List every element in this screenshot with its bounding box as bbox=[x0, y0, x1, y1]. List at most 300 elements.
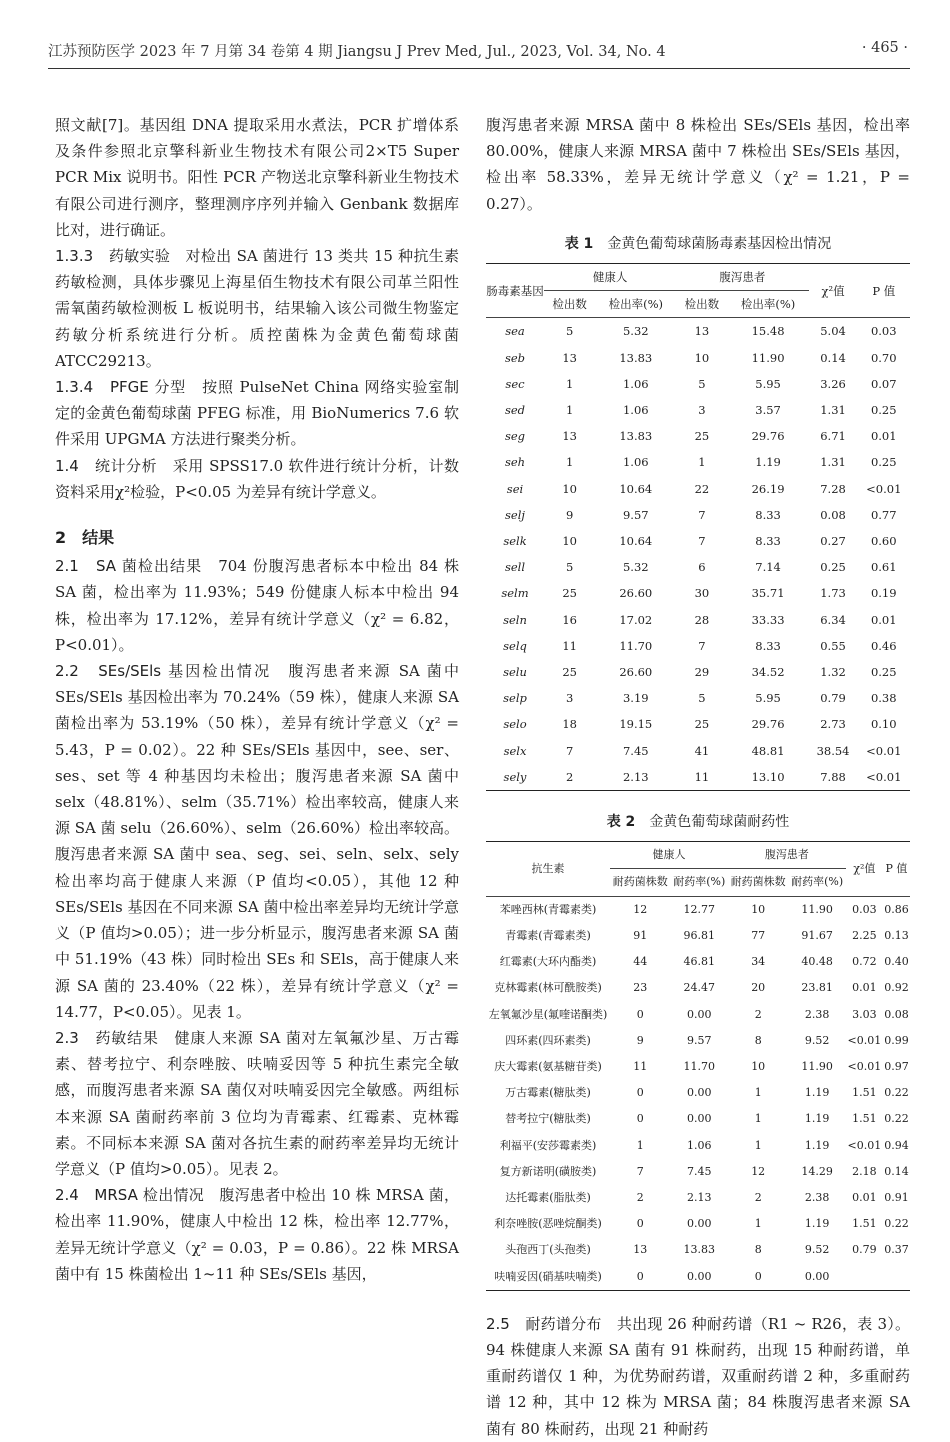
table1-row-label: sei bbox=[506, 481, 524, 496]
table1-row-cell: 48.81 bbox=[751, 743, 785, 758]
section-heading: 2.1 SA 菌检出结果 bbox=[55, 557, 203, 576]
table1-row-label: selp bbox=[503, 691, 527, 706]
t2-col-p: P 值 bbox=[883, 842, 910, 896]
table2-row-cell: 11 bbox=[633, 1059, 648, 1073]
table2-row-cell: 3.03 bbox=[852, 1007, 877, 1021]
table1-row-cell: 5.95 bbox=[755, 376, 781, 391]
table2-row-cell: 1.51 bbox=[852, 1086, 877, 1100]
table2-row-cell: 9.52 bbox=[804, 1243, 830, 1257]
table1-row-cell: 1.06 bbox=[622, 376, 649, 391]
table2-row-cell: 9.52 bbox=[804, 1033, 830, 1047]
table1-row-cell: 2.13 bbox=[595, 764, 676, 791]
table1-row-cell: <0.01 bbox=[866, 743, 902, 758]
table1-row bbox=[486, 345, 910, 371]
t1-col-rate: 检出率(%) bbox=[595, 291, 676, 318]
table2-title: 金黄色葡萄球菌耐药性 bbox=[649, 814, 790, 831]
table2-body bbox=[486, 896, 910, 1290]
table2-row-label: 青霉素(青霉素类) bbox=[505, 928, 591, 942]
table1-row bbox=[486, 607, 910, 633]
section-body: 采用 SPSS17.0 软件进行统计分析，计数资料采用χ²检验，P<0.05 为差异有统计学意义。 bbox=[55, 456, 459, 501]
t2-col-rate: 耐药率(%) bbox=[788, 869, 845, 896]
table1-row-cell: 9 bbox=[566, 507, 574, 522]
table1-row-cell: 5.95 bbox=[755, 691, 781, 706]
table1-row-cell: 13.83 bbox=[619, 350, 653, 365]
table2-row-label: 替考拉宁(糖肽类) bbox=[505, 1112, 591, 1126]
table2-row-cell: 10 bbox=[751, 1059, 766, 1073]
table2-row-cell: 1 bbox=[636, 1138, 644, 1152]
t2-col-count: 耐药菌株数 bbox=[728, 869, 789, 896]
table1-row-cell: 26.19 bbox=[751, 481, 785, 496]
table2-row-cell: 0 bbox=[636, 1217, 644, 1231]
table1-row-cell: 1 bbox=[566, 376, 574, 391]
page-number: · 465 · bbox=[861, 40, 908, 56]
table2-row bbox=[486, 949, 910, 975]
table2-row-cell: 23 bbox=[633, 981, 648, 995]
table1-row-cell: 1 bbox=[698, 455, 706, 470]
table2-row-cell: <0.01 bbox=[847, 1138, 882, 1152]
table2-row-cell: 2 bbox=[754, 1190, 762, 1204]
table2-row-cell: 0.00 bbox=[686, 1217, 712, 1231]
section-1-3-4 bbox=[55, 374, 459, 453]
table1-row bbox=[486, 449, 910, 475]
table2-row-cell: 0.00 bbox=[686, 1086, 712, 1100]
section-body: 腹泻患者中检出 10 株 MRSA 菌，检出率 11.90%，健康人中检出 12 株，检出率 12.77%，差异无统计学意义（χ² = 0.03，P = 0.86）。22 株 MRSA 菌中有 15 株菌检出 1~11 种 SEs/SEls 基因， bbox=[55, 1186, 459, 1283]
table2-row-cell: 0.00 bbox=[686, 1007, 712, 1021]
section-2-2 bbox=[55, 658, 459, 1025]
table1-row-cell: 7 bbox=[698, 638, 706, 653]
table2-row-cell: 9 bbox=[636, 1033, 644, 1047]
table2-row-cell: 1.19 bbox=[804, 1217, 830, 1231]
table2-row-cell: 1.19 bbox=[804, 1086, 830, 1100]
table1-row-cell: 25 bbox=[694, 429, 710, 444]
section-heading: 1.3.4 PFGE 分型 bbox=[55, 378, 187, 397]
table1-row-cell: 1 bbox=[566, 403, 574, 418]
table1-row-cell: 1.31 bbox=[820, 455, 846, 470]
table2-row-label: 克林霉素(林可酰胺类) bbox=[494, 981, 602, 995]
table1-row-cell: 7 bbox=[698, 534, 706, 549]
table2-row-cell: 9.57 bbox=[686, 1033, 712, 1047]
table1-row-cell: 0.01 bbox=[870, 612, 897, 627]
header-rule bbox=[48, 68, 910, 69]
table2-row-label: 呋喃妥因(硝基呋喃类) bbox=[486, 1264, 610, 1291]
table2-row bbox=[486, 1133, 910, 1159]
table1-row-cell: 0.60 bbox=[870, 534, 897, 549]
table1-row-cell: 26.60 bbox=[619, 665, 653, 680]
section-body: 对检出 SA 菌进行 13 类共 15 种抗生素药敏检测，具体步骤见上海星佰生物技术有限公司革兰阳性需氧菌药敏检测板 L 板说明书，结果输入该公司微生物鉴定药敏分析系统进行分析。质控菌株为金黄色葡萄球菌 ATCC29213。 bbox=[55, 247, 459, 370]
table1-row-cell: 0.25 bbox=[870, 455, 897, 470]
table1-row bbox=[486, 476, 910, 502]
section-body: 704 份腹泻患者标本中检出 84 株 SA 菌，检出率为 11.93%；549 份健康人标本中检出 94 株，检出率为 17.12%，差异有统计学意义（χ² = 6.82，P<0.01）。 bbox=[55, 557, 459, 654]
table2-row-cell: 7.45 bbox=[686, 1164, 712, 1178]
t2-col-count: 耐药菌株数 bbox=[610, 869, 671, 896]
table1-row-cell: 11 bbox=[562, 638, 577, 653]
table1-row-cell: 10 bbox=[562, 534, 577, 549]
section-body: 腹泻患者来源 SA 菌中 SEs/SEls 基因检出率为 70.24%（59 株），健康人来源 SA 菌检出率为 53.19%（50 株），差异有统计学意义（χ² = 5.43，P = 0.02）。22 种 SEs/SEls 基因中，see、ser、ses、set 等 4 种基因均未检出；腹泻患者来源 SA 菌中 selx（48.81%）、selm（35.71%）检出率较高，健康人来源 SA 菌 selu（26.60%）、selm（26.60%）检出率较高。腹泻患者来源 SA 菌中 sea、seg、sei、seln、selx、sely 检出率均高于健康人来源（P 值均<0.05），其他 12 种 SEs/SEls 基因在不同来源 SA 菌中检出率差异均无统计学意义（P 值均>0.05）；进一步分析显示，腹泻患者来源 SA 菌中 51.19%（43 株）同时检出 SEs 和 SEls，高于健康人来源 SA 菌的 23.40%（22 株），差异有统计学意义（χ² = 14.77，P<0.05）。见表 1。 bbox=[55, 662, 459, 1021]
table2-row-cell: 0.91 bbox=[884, 1190, 909, 1204]
table2-row-cell: 0.79 bbox=[852, 1243, 877, 1257]
table1-row-cell: 2.73 bbox=[820, 717, 846, 732]
table1-row-cell: 7.14 bbox=[755, 560, 781, 575]
table1-row-cell: 15.48 bbox=[751, 324, 785, 339]
table2-row-label: 庆大霉素(氨基糖苷类) bbox=[494, 1059, 602, 1073]
table1-row-cell: 0.25 bbox=[870, 665, 897, 680]
section-2-1 bbox=[55, 553, 459, 658]
table1-row-cell: 3.19 bbox=[622, 691, 649, 706]
table1-row-cell: 30 bbox=[694, 586, 710, 601]
table1-row-label: selq bbox=[503, 638, 527, 653]
table1-row-cell: 8.33 bbox=[755, 534, 781, 549]
table2-row-cell: 0.86 bbox=[884, 902, 909, 916]
table2-row-cell: 7 bbox=[636, 1164, 644, 1178]
table1-row bbox=[486, 371, 910, 397]
table2-row bbox=[486, 1159, 910, 1185]
table1-title: 金黄色葡萄球菌肠毒素基因检出情况 bbox=[607, 235, 832, 252]
table1-row-cell: 10.64 bbox=[619, 481, 653, 496]
table1-row-cell: 41 bbox=[694, 743, 710, 758]
table2-row-cell: 46.81 bbox=[683, 955, 715, 969]
table1-row-cell: 13 bbox=[562, 429, 577, 444]
right-column bbox=[486, 112, 910, 1442]
table1-row-cell: 22 bbox=[694, 481, 710, 496]
table2-row-cell: 8 bbox=[754, 1033, 762, 1047]
table1-row bbox=[486, 554, 910, 580]
table1-row-cell: 6.34 bbox=[820, 612, 846, 627]
table1-row-cell: 3 bbox=[698, 403, 706, 418]
table1-row bbox=[486, 318, 910, 345]
table2-row-cell: 0.92 bbox=[884, 981, 909, 995]
table1-row-cell: 1.73 bbox=[820, 586, 846, 601]
table2-row-cell: 0.13 bbox=[884, 928, 909, 942]
table1-row-cell: 10 bbox=[562, 481, 577, 496]
table1-row-cell: 25 bbox=[562, 665, 577, 680]
table1-row-cell: 0.25 bbox=[820, 560, 846, 575]
t1-col-gene: 肠毒素基因 bbox=[486, 264, 544, 318]
table1-row-cell: 34.52 bbox=[751, 665, 785, 680]
table1-row-label: sed bbox=[504, 403, 526, 418]
table2-row-cell bbox=[846, 1264, 883, 1291]
table2-label: 表 2 bbox=[606, 814, 636, 831]
table1-row-label: seg bbox=[504, 429, 526, 444]
table2-row-cell: 2 bbox=[636, 1190, 644, 1204]
table2-row-label: 苯唑西林(青霉素类) bbox=[499, 902, 597, 916]
table2-row-cell: 91.67 bbox=[801, 928, 833, 942]
table2-row-cell: 0 bbox=[610, 1264, 671, 1291]
table2-row-cell: 2.38 bbox=[804, 1190, 830, 1204]
table2-row bbox=[486, 1264, 910, 1291]
table2-row-cell: 1.51 bbox=[852, 1217, 877, 1231]
table1-row-cell: 11 bbox=[676, 764, 727, 791]
table2-row-cell: 2 bbox=[754, 1007, 762, 1021]
t1-col-p: P 值 bbox=[858, 264, 910, 318]
table1-row-cell: 0.77 bbox=[870, 507, 897, 522]
section-heading: 2.4 MRSA 检出情况 bbox=[55, 1186, 205, 1205]
t1-col-count: 检出数 bbox=[544, 291, 595, 318]
table1-row-cell: 1.32 bbox=[820, 665, 846, 680]
table2-row-cell: 1 bbox=[754, 1086, 762, 1100]
table1-row-label: selm bbox=[501, 586, 529, 601]
table2-row-cell: 0 bbox=[636, 1112, 644, 1126]
table1-row-cell: 0.07 bbox=[870, 376, 897, 391]
t2-group-patient: 腹泻患者 bbox=[728, 842, 846, 869]
table1-row-cell: 5 bbox=[698, 376, 706, 391]
table2-row bbox=[486, 1028, 910, 1054]
table2-row-label: 利福平(安莎霉素类) bbox=[499, 1138, 597, 1152]
table1-row-label: seln bbox=[503, 612, 527, 627]
table1-row bbox=[486, 659, 910, 685]
table1-row-label: seb bbox=[504, 350, 526, 365]
table2-row bbox=[486, 1002, 910, 1028]
table2-row-cell: 12 bbox=[751, 1164, 766, 1178]
table1-row-cell: 25 bbox=[562, 586, 577, 601]
table1-row-cell: 29 bbox=[694, 665, 710, 680]
table1-row-cell: 7.45 bbox=[622, 743, 649, 758]
table1-row-cell: 7 bbox=[698, 507, 706, 522]
table1-row-cell: 1.19 bbox=[755, 455, 781, 470]
table2-row-cell: 96.81 bbox=[683, 928, 715, 942]
table2-row-cell: 2.13 bbox=[686, 1190, 712, 1204]
table2-row-cell: 0.72 bbox=[852, 955, 877, 969]
table1-row-cell: 11.90 bbox=[751, 350, 785, 365]
table1-row-cell: 5 bbox=[698, 691, 706, 706]
table1-row-cell: 8.33 bbox=[755, 507, 781, 522]
table1-row-cell: 3.57 bbox=[755, 403, 781, 418]
table1-row-label: selj bbox=[505, 507, 525, 522]
table1-row bbox=[486, 397, 910, 423]
table2-row-cell: 0.14 bbox=[884, 1164, 909, 1178]
table1-row-label: selx bbox=[503, 743, 527, 758]
section-1-4 bbox=[55, 453, 459, 505]
table1-row-cell: 29.76 bbox=[751, 717, 785, 732]
table1-row-label: sely bbox=[486, 764, 544, 791]
table2-row-label: 红霉素(大环内酯类) bbox=[499, 955, 597, 969]
section-2-title: 2 结果 bbox=[55, 528, 115, 548]
table1-label: 表 1 bbox=[564, 235, 594, 252]
table1-row-label: sea bbox=[505, 324, 525, 339]
table2-row bbox=[486, 1106, 910, 1132]
table2-row bbox=[486, 975, 910, 1001]
table1-row-cell: 1.06 bbox=[622, 403, 649, 418]
table1-row-cell: 5 bbox=[566, 560, 574, 575]
section-body: 按照 PulseNet China 网络实验室制定的金黄色葡萄球菌 PFEG 标准，用 BioNumerics 7.6 软件采用 UPGMA 方法进行聚类分析。 bbox=[55, 378, 460, 449]
table1-row-cell: 13.83 bbox=[619, 429, 653, 444]
table1-caption bbox=[486, 231, 910, 257]
table2-row-cell: 2.18 bbox=[852, 1164, 877, 1178]
table2-row bbox=[486, 1211, 910, 1237]
section-body: 共出现 26 种耐药谱（R1 ~ R26，表 3）。94 株健康人来源 SA 菌有 91 株耐药，出现 15 种耐药谱，单重耐药谱仅 1 种，为优势耐药谱，双重耐药谱 2 种，多重耐药谱 12 种，其中 12 株为 MRSA 菌；84 株腹泻患者来源 SA 菌有 80 株耐药，出现 21 种耐药 bbox=[486, 1314, 910, 1438]
table2-row-cell: 0.00 bbox=[788, 1264, 845, 1291]
table2-row bbox=[486, 1237, 910, 1263]
table1-row-cell: 7.88 bbox=[809, 764, 858, 791]
table2-row-cell: 0.97 bbox=[884, 1059, 909, 1073]
section-2-5 bbox=[486, 1311, 910, 1442]
table2-row-label: 达托霉素(脂肽类) bbox=[505, 1190, 591, 1204]
table1-row-cell: 10 bbox=[694, 350, 710, 365]
table1-row bbox=[486, 423, 910, 449]
section-2-4 bbox=[55, 1182, 459, 1287]
table1-row-cell: 0.03 bbox=[870, 324, 897, 339]
table1-row-cell: 13 bbox=[694, 324, 710, 339]
table1-row-label: selo bbox=[503, 717, 527, 732]
table1-row-cell: 25 bbox=[694, 717, 710, 732]
table1-row-cell: 7 bbox=[566, 743, 574, 758]
table1-row-label: sell bbox=[504, 560, 526, 575]
table1-row bbox=[486, 633, 910, 659]
table2-row-cell: 0.08 bbox=[884, 1007, 909, 1021]
table2-row-label: 复方新诺明(磺胺类) bbox=[499, 1164, 597, 1178]
table2-row-cell: 2.25 bbox=[852, 928, 877, 942]
table2-row-cell: 11.90 bbox=[801, 1059, 833, 1073]
table2-row bbox=[486, 1054, 910, 1080]
table2-row-cell: 12 bbox=[633, 902, 648, 916]
table2-row-cell: 11.70 bbox=[683, 1059, 715, 1073]
table1 bbox=[486, 263, 910, 791]
table1-row-label: sec bbox=[505, 376, 525, 391]
table1-row-cell: <0.01 bbox=[858, 764, 910, 791]
table2-row-cell: 40.48 bbox=[801, 955, 833, 969]
table1-row-cell: 38.54 bbox=[816, 743, 850, 758]
table1-row-cell: 10.64 bbox=[619, 534, 653, 549]
table1-row-cell: 8.33 bbox=[755, 638, 781, 653]
table1-row-cell: 2 bbox=[544, 764, 595, 791]
table1-row-cell: 1.31 bbox=[820, 403, 846, 418]
table2-row-label: 万古霉素(糖肽类) bbox=[505, 1086, 591, 1100]
table2-row-cell: 0.03 bbox=[852, 902, 877, 916]
table1-row bbox=[486, 711, 910, 737]
journal-citation: 江苏预防医学 2023 年 7 月第 34 卷第 4 期 Jiangsu J Prev Med, Jul., 2023, Vol. 34, No. 4 bbox=[48, 44, 666, 60]
table2-row-cell: 44 bbox=[633, 955, 648, 969]
table1-row-cell: 9.57 bbox=[622, 507, 649, 522]
table1-row bbox=[486, 738, 910, 764]
table2-row-cell: 13.83 bbox=[683, 1243, 715, 1257]
table1-row-cell: 0.27 bbox=[820, 534, 846, 549]
table1-row-cell: 28 bbox=[694, 612, 710, 627]
table2-row-cell: 1.19 bbox=[804, 1112, 830, 1126]
table2-row-cell: 0 bbox=[728, 1264, 789, 1291]
table1-row-label: selu bbox=[503, 665, 527, 680]
table1-row-cell: 29.76 bbox=[751, 429, 785, 444]
section-heading: 2.3 药敏结果 bbox=[55, 1028, 159, 1047]
table1-row-cell: 0.14 bbox=[820, 350, 846, 365]
table1-row-cell: 0.19 bbox=[870, 586, 897, 601]
table1-row-cell: 35.71 bbox=[751, 586, 785, 601]
table1-row-cell: 19.15 bbox=[619, 717, 653, 732]
table2-row-cell: 12.77 bbox=[683, 902, 715, 916]
table2-caption bbox=[486, 809, 910, 835]
table1-row-cell: 1.06 bbox=[622, 455, 649, 470]
section-2-3 bbox=[55, 1025, 459, 1182]
table2-row-cell: 0.00 bbox=[671, 1264, 728, 1291]
section-heading: 1.4 统计分析 bbox=[55, 456, 158, 475]
section-heading: 1.3.3 药敏实验 bbox=[55, 247, 171, 266]
table2-row-cell: 1 bbox=[754, 1217, 762, 1231]
table2-row-cell: 10 bbox=[751, 902, 766, 916]
t2-col-rate: 耐药率(%) bbox=[671, 869, 728, 896]
table1-row bbox=[486, 528, 910, 554]
table1-row-cell: 26.60 bbox=[619, 586, 653, 601]
table2-row-cell: 24.47 bbox=[683, 981, 715, 995]
table1-row-cell: 1 bbox=[566, 455, 574, 470]
table2-row-cell: 0.22 bbox=[884, 1086, 909, 1100]
table2-row-cell: 0.22 bbox=[884, 1217, 909, 1231]
table2-row-cell: 1 bbox=[754, 1138, 762, 1152]
table1-row bbox=[486, 502, 910, 528]
table1-row-cell: 6.71 bbox=[820, 429, 846, 444]
table2-row-cell: 20 bbox=[751, 981, 766, 995]
table2-row-label: 四环素(四环素类) bbox=[505, 1033, 591, 1047]
running-header bbox=[48, 40, 908, 66]
table1-row-cell: 0.38 bbox=[870, 691, 897, 706]
table2-row-cell: 34 bbox=[751, 955, 766, 969]
table1-row-cell: 5 bbox=[566, 324, 574, 339]
table1-row-cell: 0.08 bbox=[820, 507, 846, 522]
table2-row-cell: 0 bbox=[636, 1086, 644, 1100]
table2-row-cell: <0.01 bbox=[847, 1033, 882, 1047]
table1-body bbox=[486, 318, 910, 791]
table1-row-cell: 18 bbox=[562, 717, 577, 732]
paragraph-intro: 照文献[7]。基因组 DNA 提取采用水煮法，PCR 扩增体系及条件参照北京擎科新业生物技术有限公司2×T5 Super PCR Mix 说明书。阳性 PCR 产物送北京擎科新业生物技术有限公司进行测序，整理测序序列并输入 Genbank 数据库比对，进行确证。 bbox=[55, 116, 459, 239]
table1-row-label: seh bbox=[504, 455, 526, 470]
table2-row-cell: 8 bbox=[754, 1243, 762, 1257]
table1-row-cell: 5.32 bbox=[622, 324, 649, 339]
table2-row-label: 头孢西丁(头孢类) bbox=[505, 1243, 591, 1257]
table2-row-cell: 0.94 bbox=[884, 1138, 909, 1152]
table2-row-cell: 0.01 bbox=[852, 1190, 877, 1204]
t1-group-patient: 腹泻患者 bbox=[676, 264, 808, 291]
table2-row-cell: 1.19 bbox=[804, 1138, 830, 1152]
table2-row-cell: 2.38 bbox=[804, 1007, 830, 1021]
table1-row-cell: 0.01 bbox=[870, 429, 897, 444]
t2-col-drug: 抗生素 bbox=[486, 842, 610, 896]
paragraph-mrsa-cont: 腹泻患者来源 MRSA 菌中 8 株检出 SEs/SEls 基因，检出率 80.00%，健康人来源 MRSA 菌中 7 株检出 SEs/SEls 基因，检出率 58.33%，差异无统计学意义（χ² = 1.21，P = 0.27）。 bbox=[486, 116, 910, 213]
table1-row-cell: 13.10 bbox=[728, 764, 809, 791]
table1-row-cell: 0.61 bbox=[870, 560, 897, 575]
table2-row-cell: 1.06 bbox=[686, 1138, 712, 1152]
table2-row-cell: 1 bbox=[754, 1112, 762, 1126]
table2-row-cell: 11.90 bbox=[801, 902, 833, 916]
table1-row-cell: 17.02 bbox=[619, 612, 653, 627]
table2-row-cell: 0.22 bbox=[884, 1112, 909, 1126]
table1-row-cell: 7.28 bbox=[820, 481, 846, 496]
table1-row-cell: 0.70 bbox=[870, 350, 897, 365]
table2-row bbox=[486, 923, 910, 949]
table2-row-label: 利奈唑胺(恶唑烷酮类) bbox=[494, 1217, 602, 1231]
table2-row-cell: <0.01 bbox=[847, 1059, 882, 1073]
table2-row-cell: 0.99 bbox=[884, 1033, 909, 1047]
table1-row-cell: <0.01 bbox=[866, 481, 902, 496]
table1-row-cell: 5.04 bbox=[820, 324, 846, 339]
table1-row-label: selk bbox=[503, 534, 527, 549]
table1-row-cell: 0.25 bbox=[870, 403, 897, 418]
table1-row-cell: 0.55 bbox=[820, 638, 846, 653]
table1-row-cell: 13 bbox=[562, 350, 577, 365]
table2-row-cell: 0.01 bbox=[852, 981, 877, 995]
t1-col-chi: χ²值 bbox=[809, 264, 858, 318]
table1-row-cell: 33.33 bbox=[751, 612, 785, 627]
table1-row-cell: 3 bbox=[566, 691, 574, 706]
table2-row bbox=[486, 1185, 910, 1211]
section-heading: 2.5 耐药谱分布 bbox=[486, 1314, 602, 1333]
section-heading: 2.2 SEs/SEls 基因检出情况 bbox=[55, 662, 272, 681]
table1-row-cell: 3.26 bbox=[820, 376, 846, 391]
t2-col-chi: χ²值 bbox=[846, 842, 883, 896]
table2-row-label: 左氧氟沙星(氟喹诺酮类) bbox=[488, 1007, 608, 1021]
table1-row-cell: 0.46 bbox=[870, 638, 897, 653]
table1-row bbox=[486, 764, 910, 791]
table2-row-cell: 14.29 bbox=[801, 1164, 833, 1178]
table2-row-cell: 0.37 bbox=[884, 1243, 909, 1257]
table1-row-cell: 16 bbox=[562, 612, 577, 627]
table1-row-cell: 11.70 bbox=[619, 638, 653, 653]
